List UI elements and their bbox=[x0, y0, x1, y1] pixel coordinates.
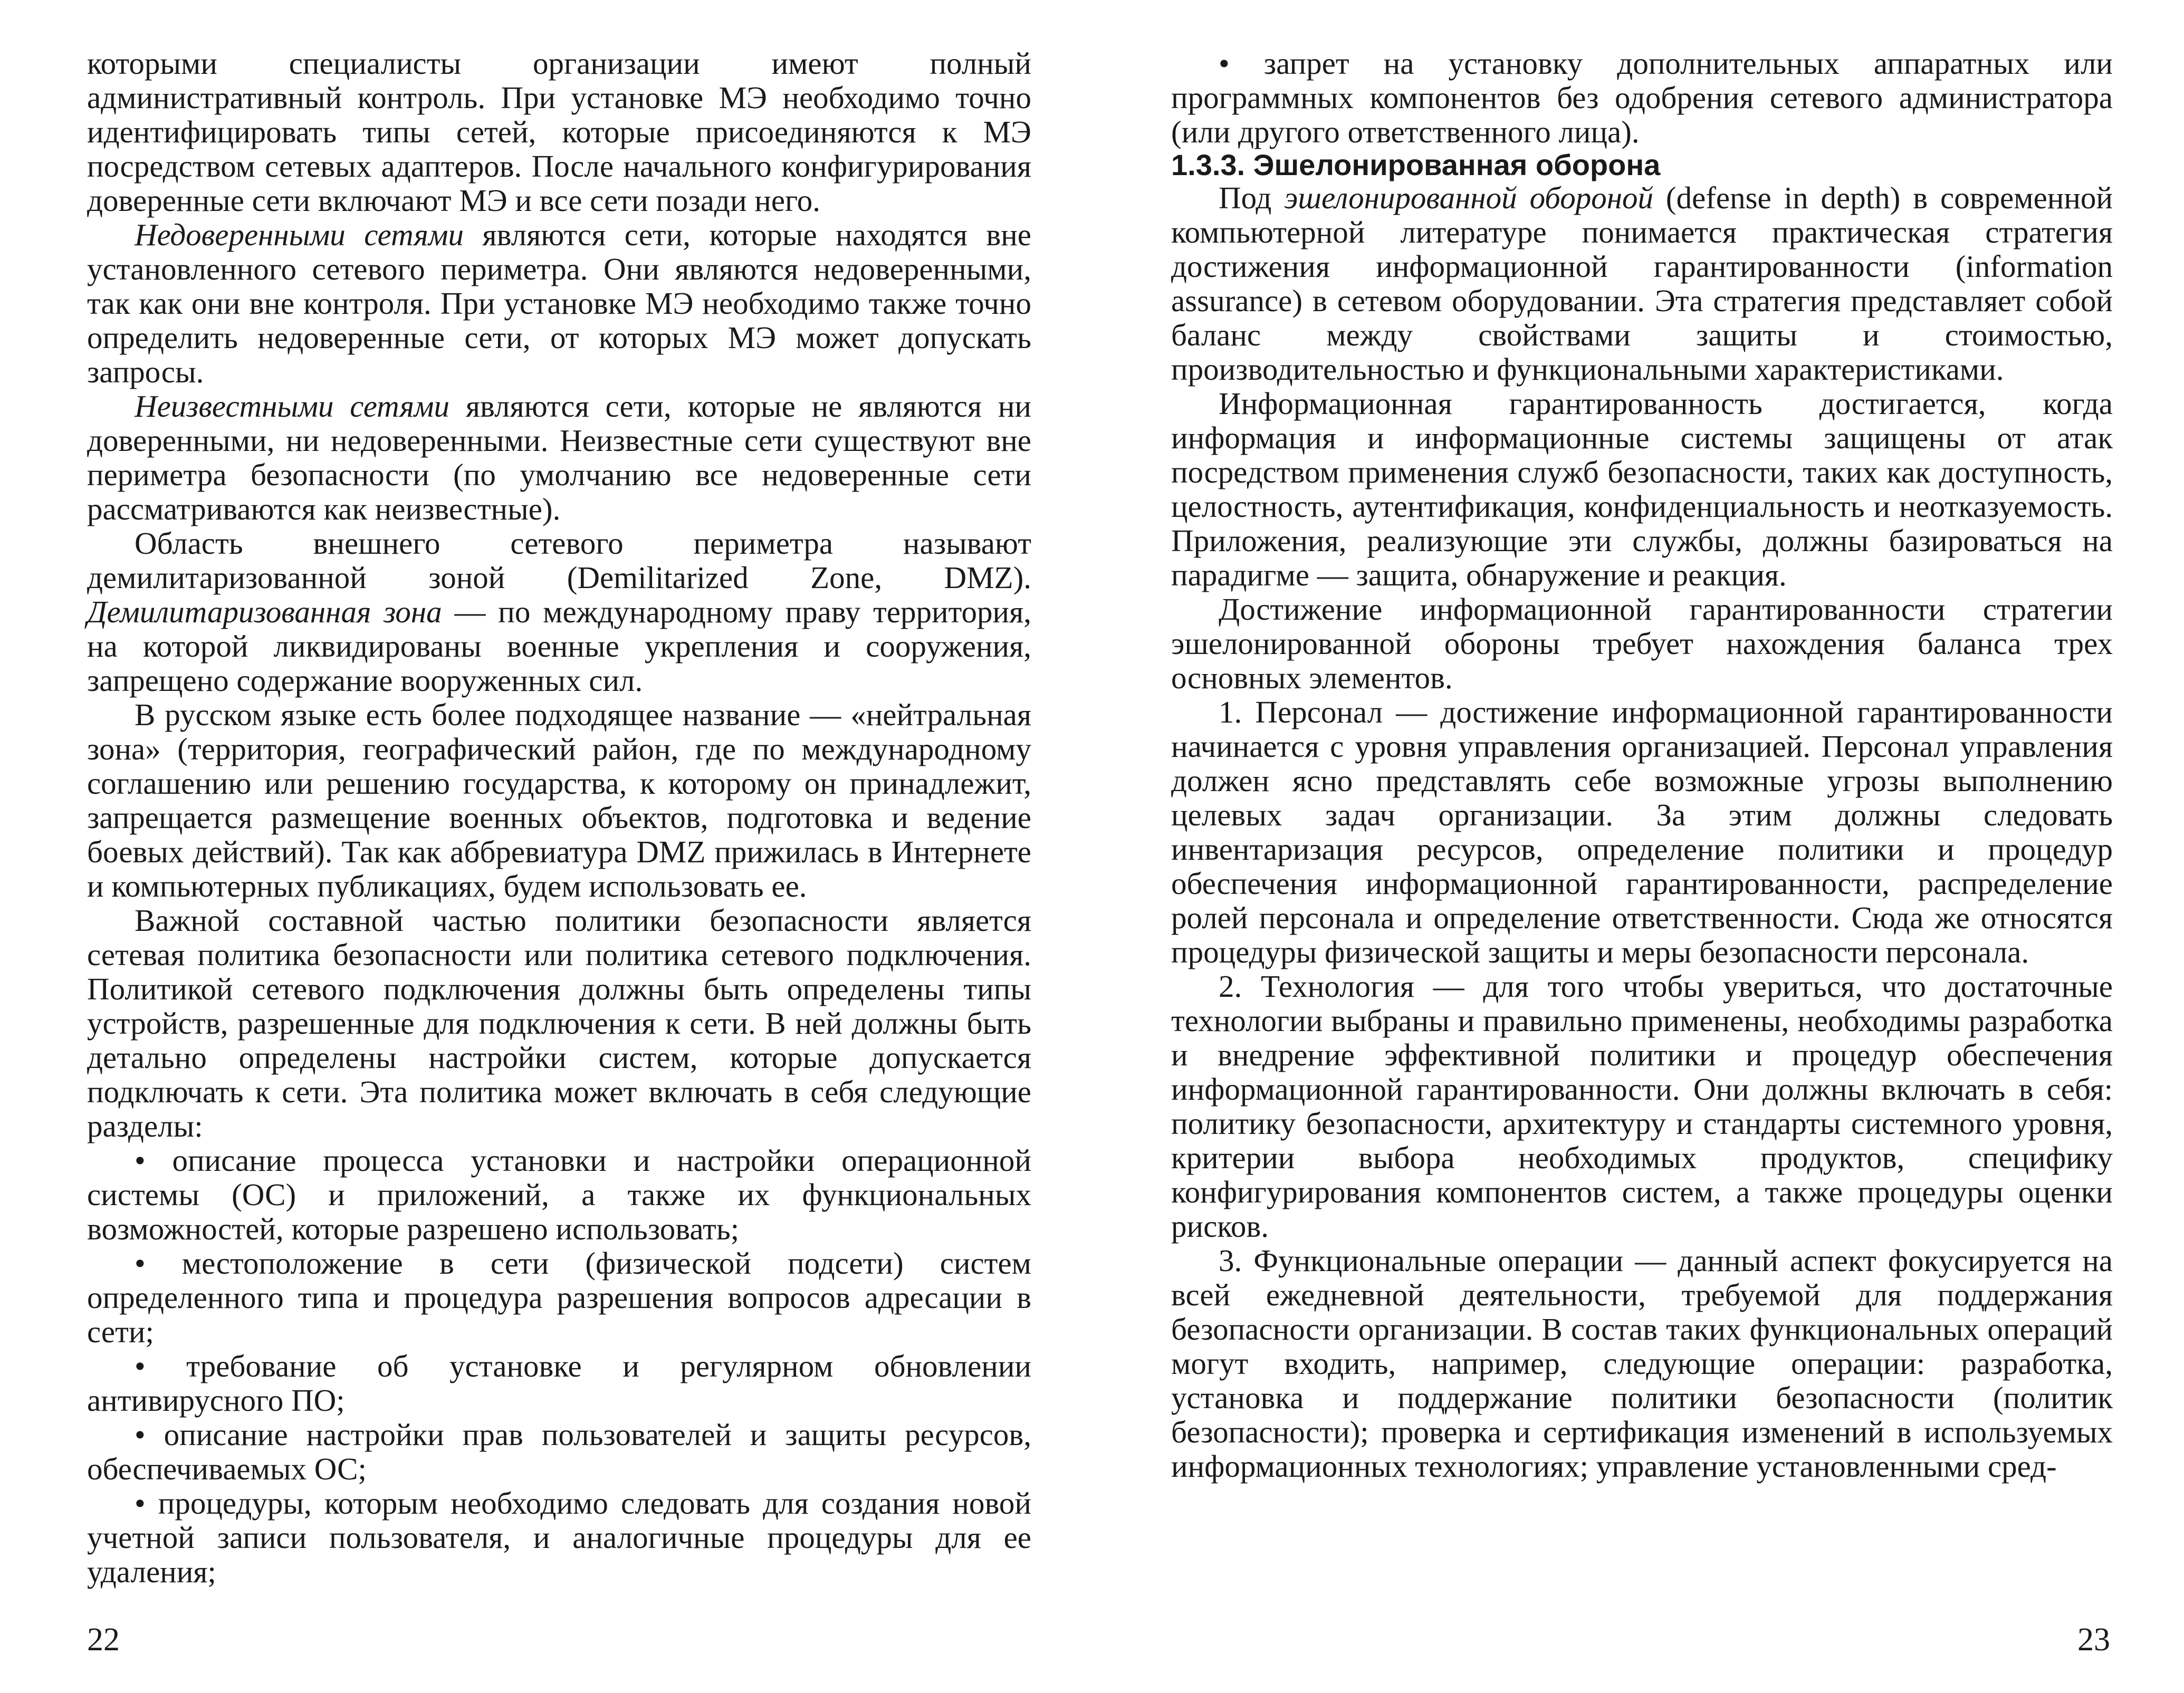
paragraph: 3. Функциональные операции — данный аспект фокусируется на всей ежедневной деятельности, требуемой для поддержания безопасности организации. В состав таких функциональных операций могут входить, например, следующие операции: разработка, установка и поддержание политики безопасности (политик безопасности); проверка и сертификация изменений в используемых информационных технологиях; управление установленными сред- bbox=[1171, 1243, 2113, 1484]
italic-term: Демилитаризованная зона bbox=[87, 594, 442, 629]
paragraph bbox=[87, 218, 1031, 389]
bullet-item: • процедуры, которым необходимо следовать для создания новой учетной записи пользователя, и аналогичные процедуры для ее удаления; bbox=[87, 1486, 1031, 1589]
italic-term: Неизвестными сетями bbox=[135, 389, 450, 424]
paragraph: Достижение информационной гарантированности стратегии эшелонированной обороны требует нахождения баланса трех основных элементов. bbox=[1171, 592, 2113, 695]
paragraph bbox=[1171, 181, 2113, 387]
page-number: 22 bbox=[87, 1622, 120, 1658]
italic-term: Недоверенными сетями bbox=[135, 217, 464, 252]
section-heading: 1.3.3. Эшелонированная оборона bbox=[1171, 148, 1661, 181]
paragraph-text: являются сети, которые находятся вне установленного сетевого периметра. Они являются недоверенными, так как они вне контроля. При установке МЭ необходимо также точно определить недоверенные сети, от которых МЭ может допускать запросы. bbox=[87, 217, 1031, 389]
paragraph: В русском языке есть более подходящее название — «нейтральная зона» (территория, географический район, где по международному соглашению или решению государства, к которому он принадлежит, запрещается размещение военных объектов, подготовка и ведение боевых действий). Так как аббревиатура DMZ прижилась в Интернете и компьютерных публикациях, будем использовать ее. bbox=[87, 697, 1031, 903]
paragraph-text: — по международному праву территория, на которой ликвидированы военные укрепления и сооружения, запрещено содержание вооруженных сил. bbox=[87, 594, 1031, 698]
bullet-item: • местоположение в сети (физической подсети) систем определенного типа и процедура разрешения вопросов адресации в сети; bbox=[87, 1246, 1031, 1349]
paragraph: Информационная гарантированность достигается, когда информация и информационные системы защищены от атак посредством применения служб безопасности, таких как доступность, целостность, аутентификация, конфиденциальность и неотказуемость. Приложения, реализующие эти службы, должны базироваться на парадигме — защита, обнаружение и реакция. bbox=[1171, 386, 2113, 592]
bullet-item: • требование об установке и регулярном обновлении антивирусного ПО; bbox=[87, 1349, 1031, 1418]
bullet-item: • запрет на установку дополнительных аппаратных или программных компонентов без одобрения сетевого администратора (или другого ответственного лица). bbox=[1171, 46, 2113, 149]
paragraph bbox=[87, 389, 1031, 526]
paragraph: 1. Персонал — достижение информационной гарантированности начинается с уровня управления организацией. Персонал управления должен ясно представлять себе возможные угрозы выполнению целевых задач организации. За этим должны следовать инвентаризация ресурсов, определение политики и процедур обеспечения информационной гарантированности, распределение ролей персонала и определение ответственности. Сюда же относятся процедуры физической защиты и меры безопасности персонала. bbox=[1171, 695, 2113, 969]
left-text-column bbox=[87, 46, 1031, 1589]
bullet-item: • описание настройки прав пользователей и защиты ресурсов, обеспечиваемых ОС; bbox=[87, 1417, 1031, 1486]
paragraph-text: Под bbox=[1219, 180, 1285, 215]
paragraph bbox=[87, 526, 1031, 698]
page-number: 23 bbox=[2077, 1622, 2110, 1658]
italic-term: эшелонированной обороной bbox=[1284, 180, 1653, 215]
paragraph: 2. Технология — для того чтобы увериться, что достаточные технологии выбраны и правильно применены, необходимы разработка и внедрение эффективной политики и процедур обеспечения информационной гарантированности. Они должны включать в себя: политику безопасности, архитектуру и стандарты системного уровня, критерии выбора необходимых продуктов, специфику конфигурирования компонентов систем, а также процедуры оценки рисков. bbox=[1171, 969, 2113, 1244]
paragraph-text: являются сети, которые не являются ни доверенными, ни недоверенными. Неизвестные сети существуют вне периметра безопасности (по умолчанию все недоверенные сети рассматриваются как неизвестные). bbox=[87, 389, 1031, 526]
bullet-item: • описание процесса установки и настройки операционной системы (ОС) и приложений, а также их функциональных возможностей, которые разрешено использовать; bbox=[87, 1143, 1031, 1246]
paragraph: Важной составной частью политики безопасности является сетевая политика безопасности или политика сетевого подключения. Политикой сетевого подключения должны быть определены типы устройств, разрешенные для подключения к сети. В ней должны быть детально определены настройки систем, которые допускается подключать к сети. Эта политика может включать в себя следующие разделы: bbox=[87, 903, 1031, 1143]
right-page bbox=[1092, 0, 2184, 1693]
paragraph-text: (defense in depth) в современной компьютерной литературе понимается практическая стратегия достижения информационной гарантированности (information assurance) в сетевом оборудовании. Эта стратегия представляет собой баланс между свойствами защиты и стоимостью, производительностью и функциональными характеристиками. bbox=[1171, 180, 2113, 387]
paragraph-text: Область внешнего сетевого периметра называют демилитаризованной зоной (Demilitarized Zone, DMZ). bbox=[87, 526, 1031, 595]
right-text-column bbox=[1171, 46, 2113, 1484]
paragraph: которыми специалисты организации имеют полный административный контроль. При установке МЭ необходимо точно идентифицировать типы сетей, которые присоединяются к МЭ посредством сетевых адаптеров. После начального конфигурирования доверенные сети включают МЭ и все сети позади него. bbox=[87, 46, 1031, 218]
